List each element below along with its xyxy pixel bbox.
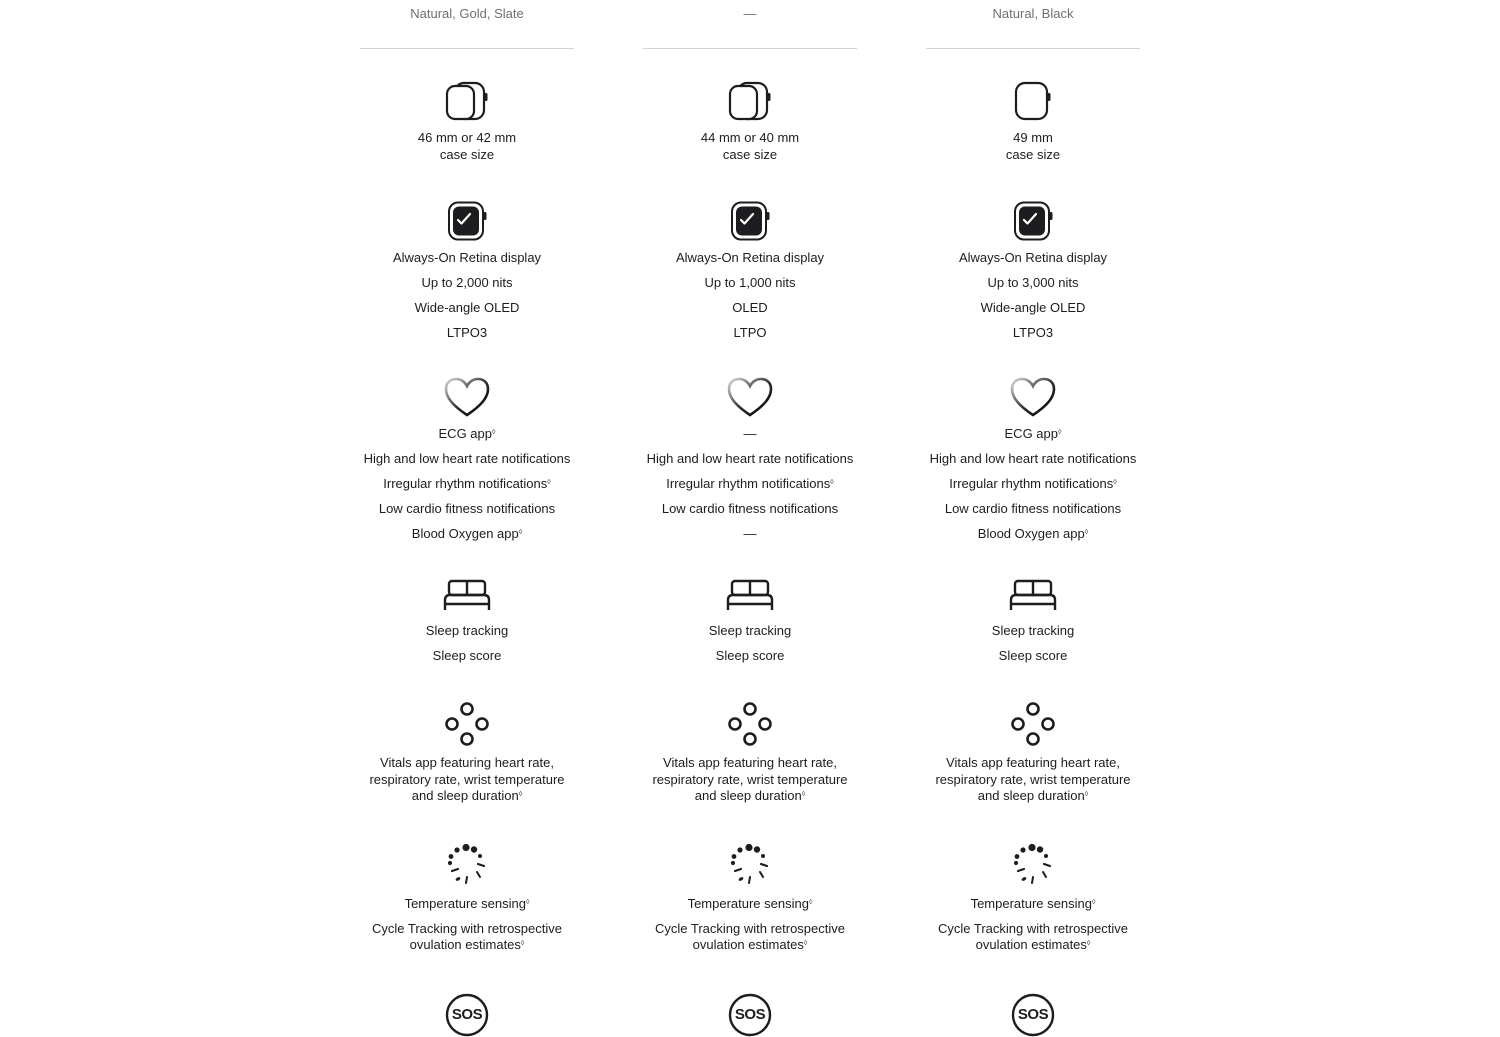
sos-label: SOS: [734, 1006, 766, 1023]
single-case-icon: [1013, 81, 1053, 121]
vitals-feature: respiratory rate, wrist temperature: [652, 772, 848, 787]
health-feature: High and low heart rate notifications: [363, 451, 571, 466]
sleep-feature: Sleep tracking: [991, 623, 1075, 638]
heart-icon: [1010, 377, 1056, 419]
heart-icon: [727, 377, 773, 419]
temperature-icon: [727, 843, 773, 887]
finish-colors: Natural, Gold, Slate: [410, 6, 524, 21]
case-size-value: 46 mm or 42 mm: [417, 130, 517, 145]
case-size-label: case size: [722, 147, 778, 162]
temperature-feature: Temperature sensing◊: [970, 896, 1096, 911]
temperature-feature: Temperature sensing◊: [404, 896, 530, 911]
vitals-icon: [444, 701, 490, 747]
display-feature: Always-On Retina display: [392, 250, 542, 265]
double-case-icon: [728, 81, 772, 121]
cycle-feature: ovulation estimates◊: [409, 937, 525, 952]
heart-icon: [444, 377, 490, 419]
display-feature: LTPO3: [1012, 325, 1054, 340]
divider: [360, 48, 574, 49]
cycle-feature: Cycle Tracking with retrospective: [937, 921, 1128, 936]
divider: [643, 48, 857, 49]
display-feature: Up to 3,000 nits: [987, 275, 1079, 290]
health-feature: Irregular rhythm notifications◊: [383, 476, 551, 491]
case-size-value: 44 mm or 40 mm: [700, 130, 800, 145]
vitals-feature: and sleep duration◊: [977, 788, 1089, 803]
display-feature: Always-On Retina display: [675, 250, 825, 265]
health-feature: ECG app◊: [438, 426, 496, 441]
temperature-feature: Temperature sensing◊: [687, 896, 813, 911]
sos-label: SOS: [1017, 1006, 1049, 1023]
finish-colors: —: [743, 6, 757, 21]
health-feature: —: [743, 526, 757, 541]
display-feature: Up to 2,000 nits: [421, 275, 513, 290]
watch-display-icon: [1012, 201, 1054, 241]
health-feature: Low cardio fitness notifications: [944, 501, 1122, 516]
case-size-value: 49 mm: [1013, 130, 1053, 145]
vitals-feature: Vitals app featuring heart rate,: [380, 755, 554, 770]
health-feature: Low cardio fitness notifications: [661, 501, 839, 516]
watch-display-icon: [729, 201, 771, 241]
sleep-feature: Sleep score: [432, 648, 502, 663]
cycle-feature: ovulation estimates◊: [692, 937, 808, 952]
cycle-feature: Cycle Tracking with retrospective: [371, 921, 562, 936]
temperature-icon: [1010, 843, 1056, 887]
cycle-feature: ovulation estimates◊: [975, 937, 1091, 952]
health-feature: Blood Oxygen app◊: [977, 526, 1089, 541]
vitals-feature: respiratory rate, wrist temperature: [369, 772, 565, 787]
sleep-feature: Sleep score: [998, 648, 1068, 663]
double-case-icon: [445, 81, 489, 121]
display-feature: Wide-angle OLED: [414, 300, 520, 315]
display-feature: Wide-angle OLED: [980, 300, 1086, 315]
case-size-label: case size: [1005, 147, 1061, 162]
case-size-label: case size: [439, 147, 495, 162]
sleep-feature: Sleep tracking: [425, 623, 509, 638]
vitals-feature: and sleep duration◊: [411, 788, 523, 803]
bed-icon: [441, 578, 493, 614]
health-feature: High and low heart rate notifications: [929, 451, 1137, 466]
vitals-feature: respiratory rate, wrist temperature: [935, 772, 1131, 787]
sos-label: SOS: [451, 1006, 483, 1023]
watch-display-icon: [446, 201, 488, 241]
health-feature: Low cardio fitness notifications: [378, 501, 556, 516]
display-feature: Up to 1,000 nits: [704, 275, 796, 290]
bed-icon: [1007, 578, 1059, 614]
sleep-feature: Sleep tracking: [708, 623, 792, 638]
cycle-feature: Cycle Tracking with retrospective: [654, 921, 845, 936]
health-feature: ECG app◊: [1004, 426, 1062, 441]
vitals-feature: and sleep duration◊: [694, 788, 806, 803]
health-feature: Irregular rhythm notifications◊: [949, 476, 1117, 491]
finish-colors: Natural, Black: [992, 6, 1074, 21]
bed-icon: [724, 578, 776, 614]
vitals-icon: [1010, 701, 1056, 747]
divider: [926, 48, 1140, 49]
vitals-icon: [727, 701, 773, 747]
temperature-icon: [444, 843, 490, 887]
display-feature: LTPO: [733, 325, 767, 340]
sleep-feature: Sleep score: [715, 648, 785, 663]
display-feature: LTPO3: [446, 325, 488, 340]
health-feature: Irregular rhythm notifications◊: [666, 476, 834, 491]
vitals-feature: Vitals app featuring heart rate,: [946, 755, 1120, 770]
vitals-feature: Vitals app featuring heart rate,: [663, 755, 837, 770]
display-feature: Always-On Retina display: [958, 250, 1108, 265]
health-feature: High and low heart rate notifications: [646, 451, 854, 466]
health-feature: Blood Oxygen app◊: [411, 526, 523, 541]
display-feature: OLED: [732, 300, 768, 315]
health-feature: —: [743, 426, 757, 441]
